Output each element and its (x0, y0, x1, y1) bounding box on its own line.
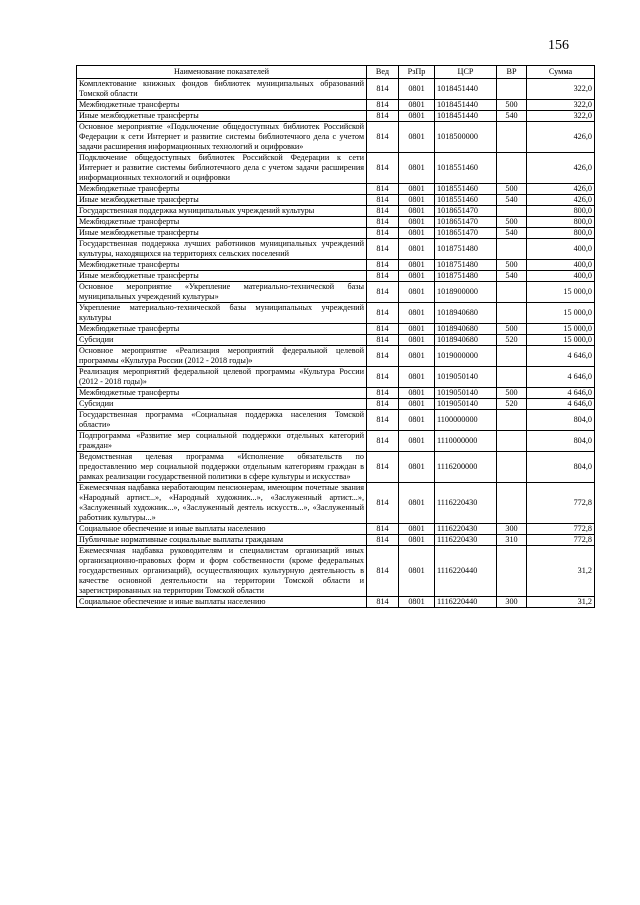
cell-rzpr: 0801 (399, 597, 435, 608)
cell-ved: 814 (367, 100, 399, 111)
table-row (77, 228, 595, 239)
header-csr: ЦСР (435, 66, 497, 79)
cell-csr: 1018940680 (435, 324, 497, 335)
cell-sum: 4 646,0 (527, 367, 595, 388)
table-row (77, 239, 595, 260)
cell-name: Основное мероприятие «Реализация мероприятий федеральной целевой программы «Культура России (2012 - 2018 годы)» (77, 346, 367, 367)
cell-ved: 814 (367, 228, 399, 239)
page-number: 156 (548, 38, 569, 53)
cell-name: Межбюджетные трансферты (77, 388, 367, 399)
cell-ved: 814 (367, 346, 399, 367)
cell-sum: 15 000,0 (527, 324, 595, 335)
table-row (77, 410, 595, 431)
cell-rzpr: 0801 (399, 271, 435, 282)
cell-vr (497, 410, 527, 431)
cell-vr: 540 (497, 271, 527, 282)
cell-csr: 1100000000 (435, 410, 497, 431)
cell-csr: 1019050140 (435, 388, 497, 399)
table-body (77, 79, 595, 608)
table-row (77, 217, 595, 228)
cell-name: Государственная программа «Социальная поддержка населения Томской области» (77, 410, 367, 431)
cell-vr: 500 (497, 100, 527, 111)
cell-sum: 15 000,0 (527, 335, 595, 346)
cell-name: Укрепление материально-технической базы муниципальных учреждений культуры (77, 303, 367, 324)
cell-sum: 804,0 (527, 452, 595, 483)
cell-csr: 1019050140 (435, 367, 497, 388)
cell-ved: 814 (367, 195, 399, 206)
cell-csr: 1116200000 (435, 452, 497, 483)
table-row (77, 524, 595, 535)
cell-csr: 1018940680 (435, 303, 497, 324)
cell-rzpr: 0801 (399, 324, 435, 335)
cell-ved: 814 (367, 217, 399, 228)
header-rzpr: РзПр (399, 66, 435, 79)
cell-vr: 520 (497, 335, 527, 346)
cell-ved: 814 (367, 324, 399, 335)
cell-name: Межбюджетные трансферты (77, 324, 367, 335)
cell-sum: 800,0 (527, 217, 595, 228)
cell-rzpr: 0801 (399, 260, 435, 271)
cell-vr (497, 546, 527, 597)
cell-vr: 540 (497, 228, 527, 239)
cell-rzpr: 0801 (399, 431, 435, 452)
cell-csr: 1110000000 (435, 431, 497, 452)
header-name: Наименование показателей (77, 66, 367, 79)
cell-name: Социальное обеспечение и иные выплаты населению (77, 524, 367, 535)
cell-name: Межбюджетные трансферты (77, 100, 367, 111)
cell-rzpr: 0801 (399, 546, 435, 597)
cell-vr (497, 303, 527, 324)
table-row (77, 184, 595, 195)
table-row (77, 206, 595, 217)
cell-csr: 1116220430 (435, 535, 497, 546)
cell-vr: 500 (497, 324, 527, 335)
cell-rzpr: 0801 (399, 122, 435, 153)
header-ved: Вед (367, 66, 399, 79)
cell-name: Социальное обеспечение и иные выплаты населению (77, 597, 367, 608)
cell-rzpr: 0801 (399, 346, 435, 367)
cell-csr: 1018500000 (435, 122, 497, 153)
cell-csr: 1018751480 (435, 271, 497, 282)
cell-name: Ежемесячная надбавка неработающим пенсионерам, имеющим почетные звания «Народный артист...», «Народный художник...», «Заслуженный артист...», «Заслуженный художник...», «Заслуженный деятель искусств...», «Заслуженный работник культуры...» (77, 483, 367, 524)
cell-csr: 1019050140 (435, 399, 497, 410)
cell-ved: 814 (367, 597, 399, 608)
cell-rzpr: 0801 (399, 303, 435, 324)
cell-rzpr: 0801 (399, 217, 435, 228)
cell-name: Межбюджетные трансферты (77, 260, 367, 271)
cell-vr: 520 (497, 399, 527, 410)
cell-ved: 814 (367, 388, 399, 399)
cell-vr (497, 431, 527, 452)
header-vr: ВР (497, 66, 527, 79)
cell-name: Ведомственная целевая программа «Исполнение обязательств по предоставлению мер социальной поддержки отдельным категориям граждан в рамках реализации государственной политики в сфере культуры и искусства» (77, 452, 367, 483)
cell-ved: 814 (367, 122, 399, 153)
cell-sum: 772,8 (527, 483, 595, 524)
cell-ved: 814 (367, 303, 399, 324)
cell-sum: 31,2 (527, 546, 595, 597)
cell-ved: 814 (367, 260, 399, 271)
cell-sum: 426,0 (527, 122, 595, 153)
cell-ved: 814 (367, 282, 399, 303)
cell-ved: 814 (367, 271, 399, 282)
cell-rzpr: 0801 (399, 100, 435, 111)
cell-vr: 500 (497, 217, 527, 228)
cell-name: Государственная поддержка муниципальных учреждений культуры (77, 206, 367, 217)
cell-name: Субсидии (77, 399, 367, 410)
cell-csr: 1018551460 (435, 195, 497, 206)
cell-vr: 310 (497, 535, 527, 546)
cell-csr: 1018940680 (435, 335, 497, 346)
cell-ved: 814 (367, 524, 399, 535)
cell-sum: 800,0 (527, 228, 595, 239)
cell-vr: 300 (497, 597, 527, 608)
cell-ved: 814 (367, 546, 399, 597)
cell-rzpr: 0801 (399, 228, 435, 239)
table-row (77, 399, 595, 410)
table-row (77, 260, 595, 271)
cell-vr: 500 (497, 184, 527, 195)
cell-vr (497, 153, 527, 184)
cell-rzpr: 0801 (399, 111, 435, 122)
cell-name: Межбюджетные трансферты (77, 184, 367, 195)
cell-csr: 1018651470 (435, 217, 497, 228)
cell-name: Субсидии (77, 335, 367, 346)
cell-csr: 1018451440 (435, 111, 497, 122)
table-row (77, 367, 595, 388)
cell-vr (497, 282, 527, 303)
cell-sum: 322,0 (527, 79, 595, 100)
table-row (77, 122, 595, 153)
cell-vr (497, 122, 527, 153)
table-row (77, 335, 595, 346)
cell-rzpr: 0801 (399, 206, 435, 217)
cell-vr (497, 452, 527, 483)
cell-rzpr: 0801 (399, 535, 435, 546)
table-row (77, 111, 595, 122)
cell-name: Комплектование книжных фондов библиотек муниципальных образований Томской области (77, 79, 367, 100)
cell-rzpr: 0801 (399, 153, 435, 184)
cell-vr: 300 (497, 524, 527, 535)
table-header-row (77, 66, 595, 79)
cell-sum: 426,0 (527, 184, 595, 195)
cell-name: Подпрограмма «Развитие мер социальной поддержки отдельных категорий граждан» (77, 431, 367, 452)
cell-name: Реализация мероприятий федеральной целевой программы «Культура России (2012 - 2018 годы)» (77, 367, 367, 388)
cell-sum: 804,0 (527, 431, 595, 452)
cell-csr: 1019000000 (435, 346, 497, 367)
cell-sum: 4 646,0 (527, 388, 595, 399)
table-row (77, 100, 595, 111)
cell-rzpr: 0801 (399, 399, 435, 410)
cell-sum: 15 000,0 (527, 282, 595, 303)
cell-rzpr: 0801 (399, 410, 435, 431)
cell-ved: 814 (367, 535, 399, 546)
cell-csr: 1018451440 (435, 79, 497, 100)
table-row (77, 324, 595, 335)
cell-rzpr: 0801 (399, 184, 435, 195)
cell-csr: 1018451440 (435, 100, 497, 111)
table-row (77, 346, 595, 367)
table-row (77, 282, 595, 303)
cell-csr: 1018900000 (435, 282, 497, 303)
cell-ved: 814 (367, 483, 399, 524)
table-row (77, 153, 595, 184)
cell-vr: 540 (497, 195, 527, 206)
cell-name: Иные межбюджетные трансферты (77, 195, 367, 206)
cell-vr (497, 79, 527, 100)
cell-name: Основное мероприятие «Подключение общедоступных библиотек Российской Федерации к сети Интернет и развитие системы библиотечного дела с учетом задачи расширения информационных технологий и оцифровки» (77, 122, 367, 153)
cell-vr (497, 483, 527, 524)
cell-vr: 500 (497, 260, 527, 271)
cell-csr: 1116220440 (435, 597, 497, 608)
table-row (77, 388, 595, 399)
cell-csr: 1018651470 (435, 228, 497, 239)
cell-sum: 322,0 (527, 111, 595, 122)
table-row (77, 452, 595, 483)
cell-ved: 814 (367, 184, 399, 195)
cell-ved: 814 (367, 111, 399, 122)
cell-sum: 772,8 (527, 524, 595, 535)
table-row (77, 303, 595, 324)
cell-csr: 1116220430 (435, 483, 497, 524)
cell-ved: 814 (367, 206, 399, 217)
cell-ved: 814 (367, 153, 399, 184)
cell-sum: 15 000,0 (527, 303, 595, 324)
cell-sum: 804,0 (527, 410, 595, 431)
cell-name: Подключение общедоступных библиотек Российской Федерации к сети Интернет и развитие системы библиотечного дела с учетом задачи расширения информационных технологий и оцифровки (77, 153, 367, 184)
cell-sum: 322,0 (527, 100, 595, 111)
cell-sum: 426,0 (527, 195, 595, 206)
cell-ved: 814 (367, 367, 399, 388)
cell-rzpr: 0801 (399, 483, 435, 524)
cell-rzpr: 0801 (399, 367, 435, 388)
cell-csr: 1018751480 (435, 260, 497, 271)
cell-rzpr: 0801 (399, 282, 435, 303)
cell-vr (497, 239, 527, 260)
header-sum: Сумма (527, 66, 595, 79)
cell-sum: 772,8 (527, 535, 595, 546)
table-row (77, 483, 595, 524)
cell-rzpr: 0801 (399, 195, 435, 206)
cell-name: Основное мероприятие «Укрепление материально-технической базы муниципальных учреждений культуры» (77, 282, 367, 303)
cell-rzpr: 0801 (399, 79, 435, 100)
cell-vr (497, 206, 527, 217)
table-row (77, 535, 595, 546)
budget-table (76, 65, 595, 608)
cell-csr: 1116220440 (435, 546, 497, 597)
cell-rzpr: 0801 (399, 335, 435, 346)
cell-name: Ежемесячная надбавка руководителям и специалистам организаций иных организационно-правовых форм и форм собственности (кроме федеральных государственных организаций), осуществляющих культурную деятельность в качестве основной деятельности на территории Томской области и зарегистрированных на территории Томской области (77, 546, 367, 597)
cell-ved: 814 (367, 452, 399, 483)
cell-sum: 31,2 (527, 597, 595, 608)
cell-rzpr: 0801 (399, 239, 435, 260)
table-row (77, 195, 595, 206)
cell-csr: 1018651470 (435, 206, 497, 217)
cell-sum: 800,0 (527, 206, 595, 217)
cell-ved: 814 (367, 335, 399, 346)
cell-name: Иные межбюджетные трансферты (77, 111, 367, 122)
cell-sum: 400,0 (527, 260, 595, 271)
table-row (77, 79, 595, 100)
cell-rzpr: 0801 (399, 388, 435, 399)
cell-sum: 4 646,0 (527, 399, 595, 410)
cell-sum: 4 646,0 (527, 346, 595, 367)
cell-ved: 814 (367, 399, 399, 410)
cell-ved: 814 (367, 239, 399, 260)
cell-name: Иные межбюджетные трансферты (77, 228, 367, 239)
cell-vr (497, 367, 527, 388)
table-row (77, 546, 595, 597)
cell-name: Государственная поддержка лучших работников муниципальных учреждений культуры, находящихся на территориях сельских поселений (77, 239, 367, 260)
cell-name: Иные межбюджетные трансферты (77, 271, 367, 282)
cell-rzpr: 0801 (399, 452, 435, 483)
cell-csr: 1116220430 (435, 524, 497, 535)
cell-sum: 426,0 (527, 153, 595, 184)
cell-ved: 814 (367, 79, 399, 100)
table-row (77, 597, 595, 608)
cell-vr (497, 346, 527, 367)
cell-csr: 1018551460 (435, 184, 497, 195)
cell-name: Публичные нормативные социальные выплаты гражданам (77, 535, 367, 546)
cell-sum: 400,0 (527, 271, 595, 282)
cell-vr: 540 (497, 111, 527, 122)
cell-ved: 814 (367, 431, 399, 452)
table-row (77, 271, 595, 282)
cell-csr: 1018551460 (435, 153, 497, 184)
cell-name: Межбюджетные трансферты (77, 217, 367, 228)
cell-csr: 1018751480 (435, 239, 497, 260)
cell-vr: 500 (497, 388, 527, 399)
cell-ved: 814 (367, 410, 399, 431)
cell-rzpr: 0801 (399, 524, 435, 535)
cell-sum: 400,0 (527, 239, 595, 260)
table-row (77, 431, 595, 452)
